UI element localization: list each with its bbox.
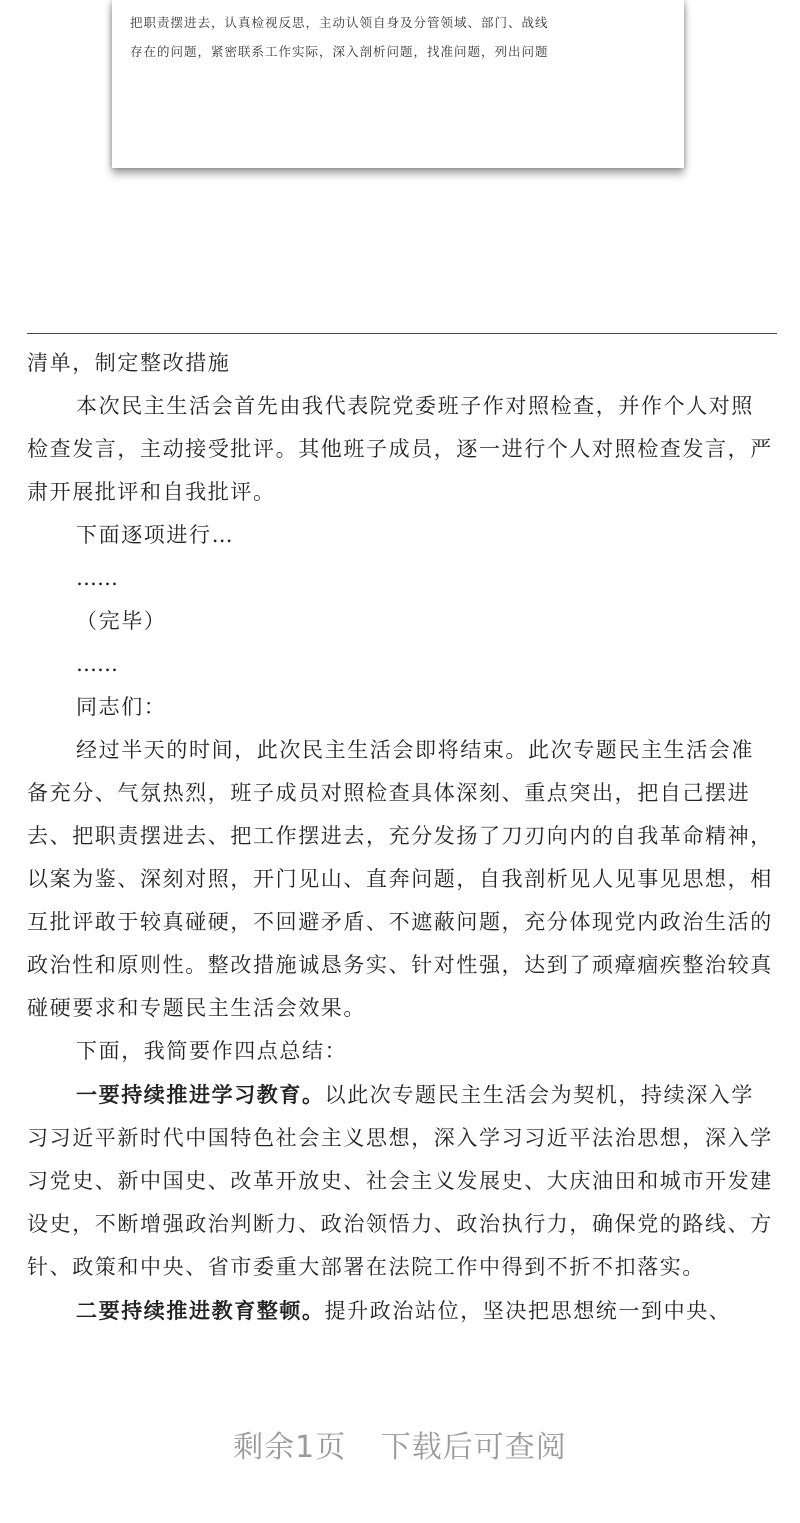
section-text: 提升政治站位，坚决把思想统一到中央、 — [324, 1299, 732, 1323]
section-heading: 一要持续推进学习教育。 — [76, 1082, 325, 1107]
paragraph: 经过半天的时间，此次民主生活会即将结束。此次专题民主生活会准备充分、气氛热烈，班子成员对照检查具体深刻、重点突出，把自己摆进去、把职责摆进去、把工作摆进去，充分发扬了刀刃向内的自我革命精神，以案为鉴、深刻对照，开门见山、直奔问题，自我剖析见人见事见思想，相互批评敢于较真碰硬，不回避矛盾、不遮蔽问题，充分体现党内政治生活的政治性和原则性。整改措施诚恳务实、针对性强，达到了顽瘴痼疾整治较真碰硬要求和专题民主生活会效果。 — [27, 738, 773, 1020]
section-heading: 二要持续推进教育整顿。 — [76, 1298, 325, 1323]
paragraph: 下面逐项进行… — [76, 523, 235, 547]
page-divider — [27, 333, 777, 334]
preview-line: 把职责摆进去，认真检视反思，主动认领自身及分管领域、部门、战线 — [130, 15, 549, 30]
ellipsis-line: …… — [76, 566, 118, 590]
document-body — [27, 342, 775, 1333]
download-to-view-label[interactable]: 下载后可查阅 — [380, 1430, 567, 1465]
paragraph — [27, 1073, 775, 1289]
preview-line: 存在的问题，紧密联系工作实际，深入剖析问题，找准问题，列出问题 — [130, 44, 549, 59]
paragraph: 同志们： — [76, 695, 167, 719]
download-prompt[interactable] — [0, 1422, 800, 1466]
previous-page-preview — [112, 0, 684, 168]
section-text: 以此次专题民主生活会为契机，持续深入学习习近平新时代中国特色社会主义思想，深入学习习近平法治思想，深入学习党史、新中国史、改革开放史、社会主义发展史、大庆油田和城市开发建设史，不断增强政治判断力、政治领悟力、政治执行力，确保党的路线、方针、政策和中央、省市委重大部署在法院工作中得到不折不扣落实。 — [27, 1083, 773, 1279]
paragraph: （完毕） — [76, 609, 167, 633]
paragraph: 清单，制定整改措施 — [27, 351, 231, 375]
paragraph — [27, 1289, 775, 1333]
ellipsis-line: …… — [76, 652, 118, 676]
paragraph: 下面，我简要作四点总结： — [76, 1039, 348, 1063]
remaining-pages-label: 剩余1页 — [233, 1430, 347, 1465]
paragraph: 本次民主生活会首先由我代表院党委班子作对照检查，并作个人对照检查发言，主动接受批评。其他班子成员，逐一进行个人对照检查发言，严肃开展批评和自我批评。 — [27, 394, 773, 504]
